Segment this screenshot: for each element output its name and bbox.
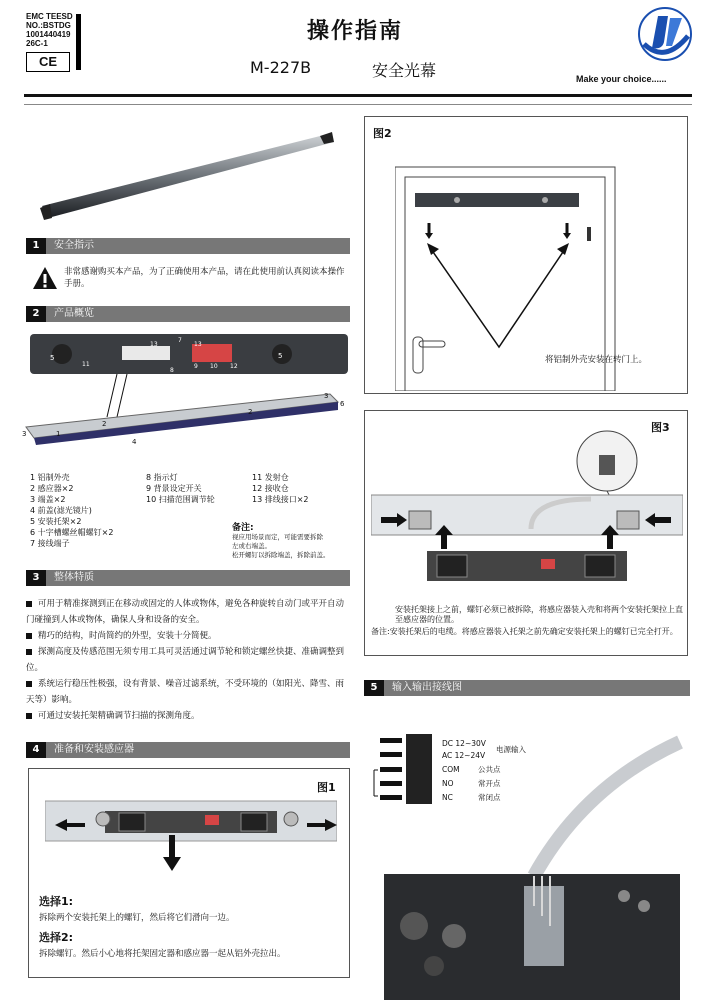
figure-label: 图2 <box>373 127 392 140</box>
step-1-text: 拆除两个安装托架上的螺钉，然后将它们滑向一边。 <box>39 913 235 923</box>
section-number: 2 <box>26 306 46 322</box>
feature-item: 可通过安装托架精确调节扫描的探测角度。 <box>26 708 352 724</box>
wire-terminal-com: COM <box>442 765 460 774</box>
part-item: 10 扫描范围调节轮 <box>146 495 215 504</box>
feature-item: 系统运行稳压性极强，设有背景、噪音过滤系统，不受环境的（如阳光、降雪、雨天等）影响。 <box>26 679 345 705</box>
figure-3-diagram <box>371 421 683 593</box>
parts-list-col2 <box>146 472 250 505</box>
section-title: 准备和安装感应器 <box>54 744 134 755</box>
overview-label: 6 <box>340 400 345 408</box>
wire-terminal-nc: NC <box>442 793 453 802</box>
slogan: Make your choice...... <box>576 74 667 84</box>
section-title: 安全指示 <box>54 240 94 251</box>
label-line: 1001440419 <box>26 30 71 39</box>
model-number: M-227B <box>250 58 312 77</box>
note-line: 左或右端盖。 <box>232 542 271 550</box>
figure-3 <box>364 410 688 656</box>
part-item: 7 接线端子 <box>30 539 70 548</box>
overview-label: 5 <box>278 352 283 360</box>
product-name: 安全光幕 <box>372 61 437 80</box>
overview-label: 11 <box>82 361 90 368</box>
step-2-title: 选择2: <box>39 931 74 944</box>
overview-label: 2 <box>248 408 253 416</box>
overview-label: 13 <box>194 341 202 348</box>
overview-label: 4 <box>132 438 137 446</box>
warning-icon <box>32 266 58 290</box>
overview-label: 3 <box>22 430 27 438</box>
figure-1 <box>28 768 350 978</box>
part-item: 9 背景设定开关 <box>146 484 202 493</box>
feature-item: 可用于精准探测到正在移动或固定的人体或物体，避免各种旋转自动门或平开自动门碰撞到人体或物体，确保人身和设备的安全。 <box>26 599 345 625</box>
part-item: 1 铝制外壳 <box>30 473 70 482</box>
ce-mark: CE <box>26 52 70 72</box>
overview-label: 12 <box>230 363 238 370</box>
section-1-header <box>26 238 350 254</box>
features-list <box>26 596 352 724</box>
section-5-header <box>364 680 690 696</box>
part-item: 2 感应器×2 <box>30 484 74 493</box>
label-line: 26C-1 <box>26 39 48 48</box>
overview-label: 1 <box>56 430 61 438</box>
section-title: 输入输出接线图 <box>392 682 462 693</box>
section-number: 5 <box>364 680 384 696</box>
page-title: 操作指南 <box>306 19 403 44</box>
overview-label: 13 <box>150 341 158 348</box>
section-4-header <box>26 742 350 758</box>
section-number: 3 <box>26 570 46 586</box>
bullet-icon <box>26 649 32 655</box>
wire-terminal-no: NO <box>442 779 454 788</box>
overview-label: 3 <box>324 392 329 400</box>
section-title: 产品概览 <box>54 308 94 319</box>
step-1-title: 选择1: <box>39 895 74 908</box>
safety-warning: 非常感谢购买本产品，为了正确使用本产品，请在此使用前认真阅读本操作手册。 <box>64 267 345 289</box>
section-number: 1 <box>26 238 46 254</box>
part-item: 5 安装托架×2 <box>30 517 82 526</box>
overview-label: 10 <box>210 363 218 370</box>
part-item: 4 前盖(滤光镜片) <box>30 506 92 515</box>
header-rule-thin <box>24 104 692 105</box>
bullet-icon <box>26 601 32 607</box>
brand-logo <box>636 6 694 62</box>
part-item: 8 指示灯 <box>146 473 178 482</box>
bullet-icon <box>26 633 32 639</box>
part-item: 11 发射仓 <box>252 473 289 482</box>
wire-desc-no: 常开点 <box>478 779 501 788</box>
wire-terminal-dc: DC 12~30V <box>442 739 486 748</box>
section-2-header <box>26 306 350 322</box>
wiring-photo <box>384 726 684 1002</box>
product-image <box>36 126 336 226</box>
label-line: EMC TEESD <box>26 12 73 21</box>
figure-label: 图3 <box>651 421 670 434</box>
header-rule <box>24 94 692 97</box>
product-overview-diagram <box>22 332 352 447</box>
figure-label: 图1 <box>317 781 336 794</box>
figure-1-diagram <box>45 797 337 873</box>
section-number: 4 <box>26 742 46 758</box>
wire-desc-power: 电源输入 <box>496 745 526 754</box>
section-title: 整体特质 <box>54 572 94 583</box>
overview-label: 8 <box>170 367 174 374</box>
overview-label: 2 <box>102 420 107 428</box>
part-item: 13 排线接口×2 <box>252 495 309 504</box>
bullet-icon <box>26 681 32 687</box>
wire-desc-com: 公共点 <box>478 765 501 774</box>
parts-list-col3 <box>252 472 348 505</box>
parts-list-col1 <box>30 472 148 549</box>
wire-desc-nc: 常闭点 <box>478 793 501 802</box>
overview-label: 7 <box>178 337 182 344</box>
figure-2-caption: 将铝制外壳安装在转门上。 <box>545 355 648 365</box>
feature-item: 精巧的结构，时尚简约的外型，安装十分简便。 <box>26 628 352 644</box>
note-title: 备注: <box>232 523 254 533</box>
figure-3-note: 备注:安装托架后的电缆。将感应器装入托架之前先确定安装托架上的螺钉已完全打开。 <box>371 627 678 636</box>
figure-3-text: 安装托架接上之前，螺钉必须已被拆除，将感应器装入壳和将两个安装托架拉上直至感应器的位置。 <box>395 605 683 624</box>
wiring-diagram <box>364 706 690 1006</box>
overview-label: 5 <box>50 354 55 362</box>
label-line: NO.:BSTDG <box>26 21 71 30</box>
step-2-text: 拆除螺钉。然后小心地将托架固定器和感应器一起从铝外壳拉出。 <box>39 949 286 959</box>
feature-item: 探测高度及传感范围无须专用工具可灵活通过调节轮和锁定螺丝快捷、准确调整到位。 <box>26 647 345 673</box>
note-line: 视应用场景而定，可能需要拆除 <box>232 533 323 541</box>
note-line: 松开螺钉以拆除端盖，拆除前盖。 <box>232 551 330 559</box>
part-item: 12 接收仓 <box>252 484 289 493</box>
part-item: 6 十字槽螺丝帽螺钉×2 <box>30 528 114 537</box>
section-3-header <box>26 570 350 586</box>
overview-label: 9 <box>194 363 198 370</box>
part-item: 3 端盖×2 <box>30 495 66 504</box>
figure-2 <box>364 116 688 394</box>
bullet-icon <box>26 713 32 719</box>
wire-terminal-ac: AC 12~24V <box>442 751 486 760</box>
overview-note <box>232 520 350 560</box>
